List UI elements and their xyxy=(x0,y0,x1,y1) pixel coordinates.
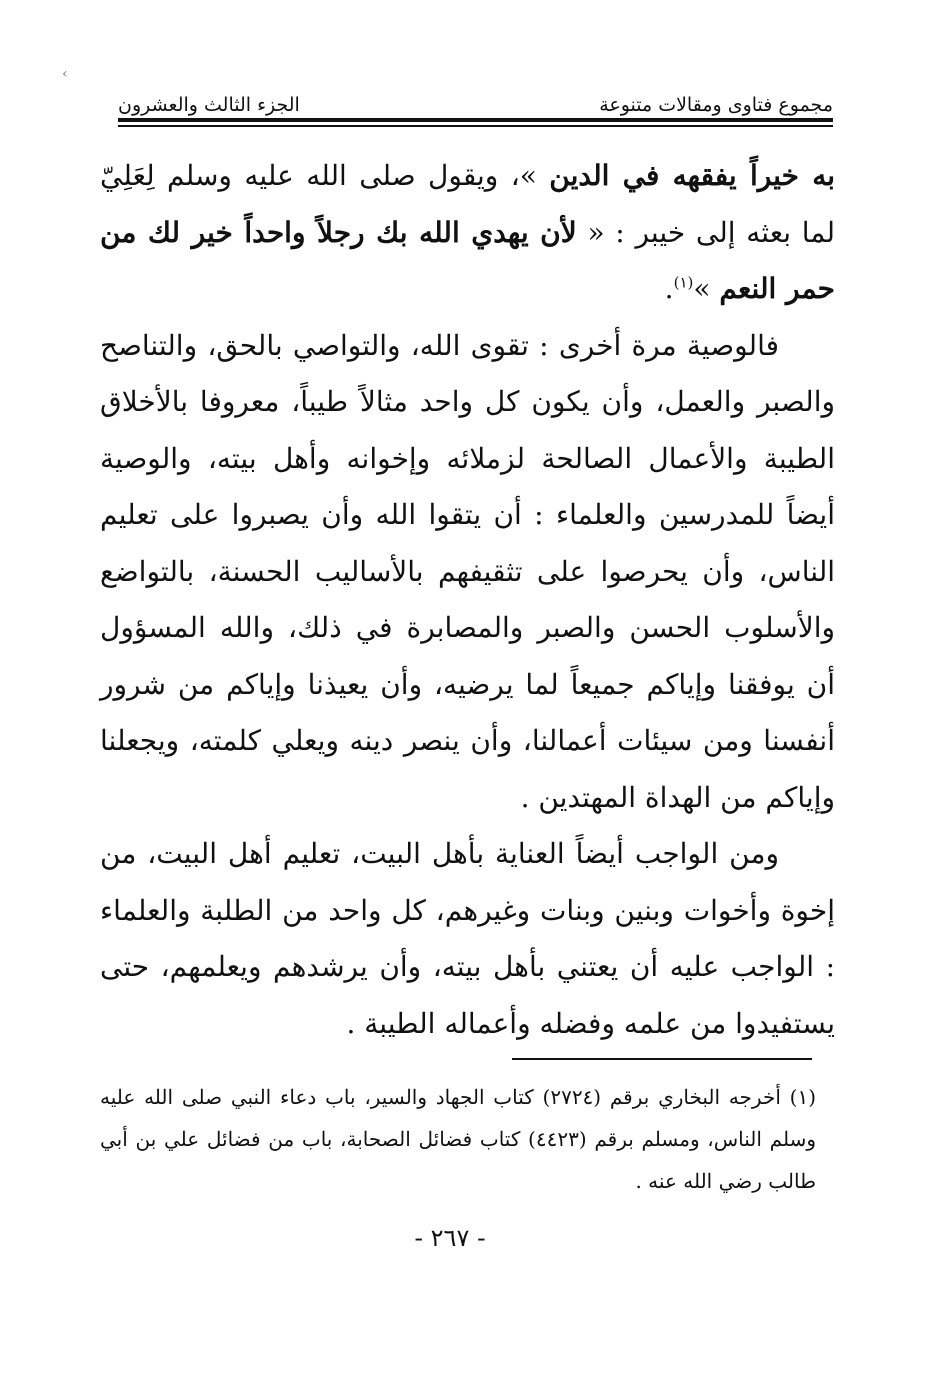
footnote: (١) أخرجه البخاري برقم (٢٧٢٤) كتاب الجهاد والسير، باب دعاء النبي صلى الله عليه وسلم الناس، ومسلم برقم (٤٤٢٣) كتاب فضائل الصحابة، باب من فضائل علي بن أبي طالب رضي الله عنه . xyxy=(100,1085,816,1193)
header-rule-thin xyxy=(118,125,833,127)
page-number: - ٢٦٧ - xyxy=(414,1224,486,1252)
paragraph-3: ومن الواجب أيضاً العناية بأهل البيت، تعليم أهل البيت، من إخوة وأخوات وبنين وبنات وغيرهم، كل واحد من الطلبة والعلماء : الواجب عليه أن يعتني بأهل بيته، وأن يرشدهم ويعلمهم، حتى يستفيدوا من علمه وفضله وأعماله الطيبة . xyxy=(100,837,835,1040)
hadith-text-2: لأن يهدي الله بك رجلاً واحداً خير لك من حمر النعم xyxy=(100,215,835,305)
body-text xyxy=(100,148,835,1052)
book-title: مجموع فتاوى ومقالات متنوعة xyxy=(599,94,833,116)
corner-mark: ‹ xyxy=(62,66,68,82)
header-rule xyxy=(118,118,833,122)
footnote-separator xyxy=(512,1058,812,1060)
quote-close: » xyxy=(693,272,720,305)
footnote-ref: (١) xyxy=(673,273,694,292)
hadith-text-1: به خيراً يفقهه في الدين xyxy=(549,159,836,192)
paragraph-1 xyxy=(100,148,835,318)
running-header xyxy=(118,82,833,116)
paragraph-1-text: »، ويقول صلى الله عليه وسلم لِعَلِيّ لما بعثه إلى خيبر : « xyxy=(100,159,835,249)
paragraph-2: فالوصية مرة أخرى : تقوى الله، والتواصي بالحق، والتناصح والصبر والعمل، وأن يكون كل واحد مثالاً طيباً، معروفا بالأخلاق الطيبة والأعمال الصالحة لزملائه وإخوانه وأهل بيته، والوصية أيضاً للمدرسين والعلماء : أن يتقوا الله وأن يصبروا على تعليم الناس، وأن يحرصوا على تثقيفهم بالأساليب الحسنة، بالتواضع والأسلوب الحسن والصبر والمصابرة في ذلك، والله المسؤول أن يوفقنا وإياكم جميعاً لما يرضيه، وأن يعيذنا وإياكم من شرور أنفسنا ومن سيئات أعمالنا، وأن ينصر دينه ويعلي كلمته، ويجعلنا وإياكم من الهداة المهتدين . xyxy=(100,328,835,814)
volume-label: الجزء الثالث والعشرون xyxy=(118,94,300,116)
period: . xyxy=(664,272,674,305)
